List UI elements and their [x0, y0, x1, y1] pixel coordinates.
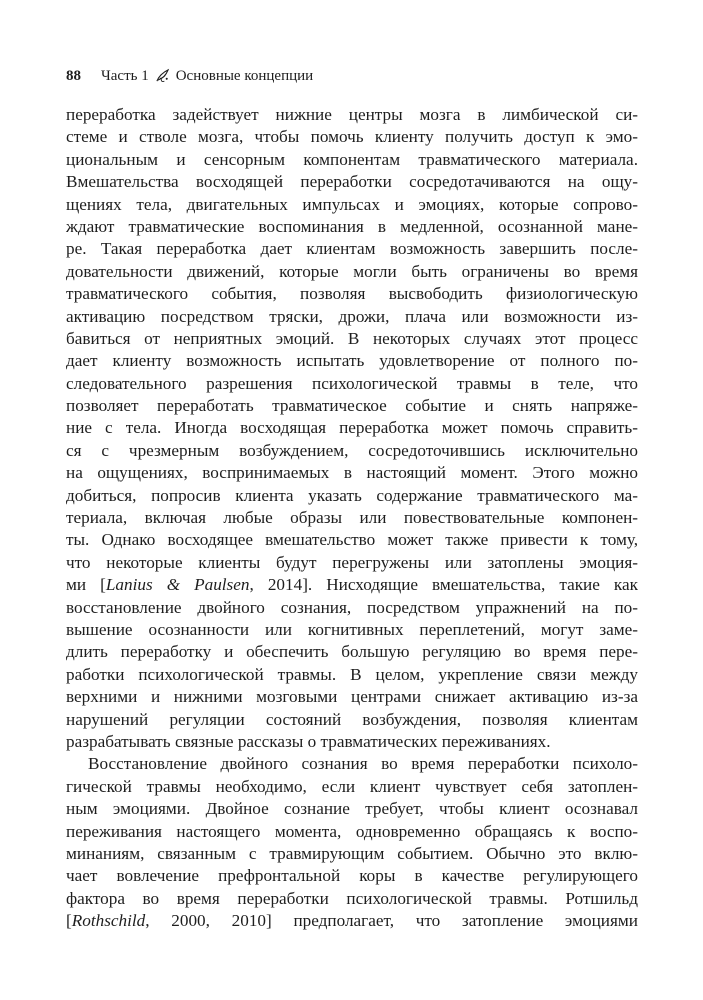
text-line: активацию посредством тряски, дрожи, плача или возможности из-	[66, 306, 638, 326]
text-line: разрабатывать связные рассказы о травматических переживаниях.	[66, 731, 551, 751]
text-line: ным эмоциями. Двойное сознание требует, чтобы клиент осознавал	[66, 799, 638, 819]
citation-author: Rothschild	[71, 911, 146, 931]
text-line: верхними и нижними мозговыми центрами снижает активацию из-за	[66, 687, 638, 707]
text-line: териала, включая любые образы или повествовательные компонен-	[66, 508, 638, 528]
leaf-ornament-icon	[155, 68, 170, 83]
text-line: довательности движений, которые могли быть ограничены во время	[66, 261, 638, 281]
text-line: следовательного разрешения психологической травмы в теле, что	[66, 373, 638, 393]
text-line: переработка задействует нижние центры мозга в лимбической си-	[66, 105, 638, 124]
page-number: 88	[66, 68, 81, 84]
text-line: Вмешательства восходящей переработки сосредотачиваются на ощу-	[66, 172, 638, 192]
text-line: восстановление двойного сознания, посредством упражнений на по-	[66, 597, 638, 617]
text-line: циональным и сенсорным компонентам травматического материала.	[66, 149, 638, 169]
text-line: ре. Такая переработка дает клиентам возможность завершить после-	[66, 239, 638, 259]
running-head	[66, 66, 313, 86]
text-line: позволяет переработать травматическое событие и снять напряже-	[66, 396, 638, 416]
part-label: Часть 1	[101, 68, 149, 84]
text-line: бавиться от неприятных эмоций. В некоторых случаях этот процесс	[66, 328, 638, 348]
body-text	[66, 104, 638, 932]
text-line: ждают травматические воспоминания в медленной, осознанной мане-	[66, 216, 638, 236]
text-line: что некоторые клиенты будут перегружены или затоплены эмоция-	[66, 552, 638, 572]
text-line: дает клиенту возможность испытать удовлетворение от полного по-	[66, 351, 638, 371]
text-line: на ощущениях, воспринимаемых в настоящий момент. Этого можно	[66, 463, 638, 483]
text-line-paragraph-start: Восстановление двойного сознания во время переработки психоло-	[88, 754, 638, 774]
text-line: гической травмы необходимо, если клиент чувствует себя затоплен-	[66, 776, 638, 796]
text-line: чает вовлечение префронтальной коры в качестве регулирующего	[66, 866, 638, 886]
text-line: ты. Однако восходящее вмешательство может также привести к тому,	[66, 530, 638, 550]
text-line: длить переработку и обеспечить большую регуляцию во время пере-	[66, 642, 638, 662]
text-line: травматического события, позволяя высвободить физиологическую	[66, 284, 638, 304]
text-line: минаниям, связанным с травмирующим событием. Обычно это вклю-	[66, 843, 638, 863]
section-title: Основные концепции	[175, 68, 314, 84]
text-line: работки психологической травмы. В целом, укрепление связи между	[66, 664, 638, 684]
text-line: вышение осознанности или когнитивных переплетений, могут замe-	[66, 619, 638, 639]
text-line: стеме и стволе мозга, чтобы помочь клиенту получить доступ к эмо-	[66, 127, 638, 147]
text-line: нарушений регуляции состояний возбуждения, позволяя клиентам	[66, 709, 638, 729]
text-line: ся с чрезмерным возбуждением, сосредоточившись исключительно	[66, 440, 638, 460]
text-line-citation: ми [Lanius & Paulsen, 2014]. Нисходящие вмешательства, такие как	[66, 575, 638, 595]
text-line: фактора во время переработки психологической травмы. Ротшильд	[66, 888, 638, 908]
text-line: добиться, попросив клиента указать содержание травматического ма-	[66, 485, 638, 505]
text-line-citation: [Rothschild, 2000, 2010] предполагает, что затопление эмоциями	[66, 911, 638, 931]
text-line: ние с тела. Иногда восходящая переработка может помочь справить-	[66, 418, 638, 438]
text-line: щениях тела, двигательных импульсах и эмоциях, которые сопрово-	[66, 194, 638, 214]
text-line: переживания настоящего момента, одновременно обращаясь к воспо-	[66, 821, 638, 841]
citation-author: Lanius & Paulsen	[105, 575, 250, 595]
